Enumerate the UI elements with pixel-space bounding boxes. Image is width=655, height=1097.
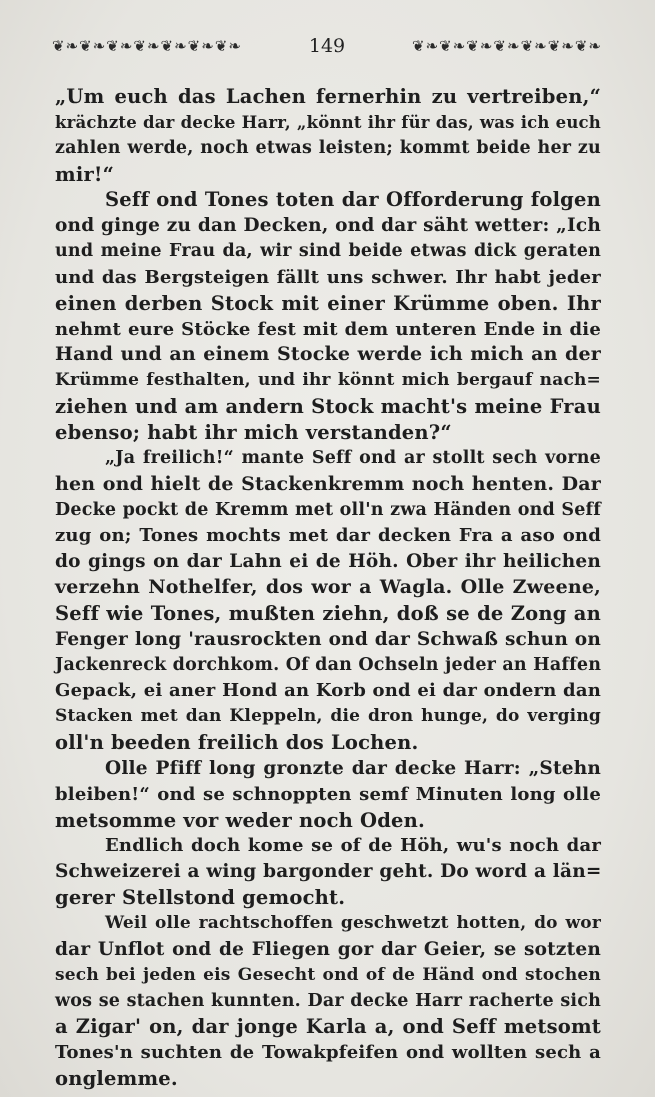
- text-line: Schweizerei a wing bargonder geht. Do word a län=: [55, 861, 602, 883]
- text-line: dar Unflot ond de Fliegen gor dar Geier, se sotzten: [55, 938, 601, 960]
- text-line: Jackenreck dorchkom. Of dan Ochseln jeder an Haffen: [55, 654, 602, 675]
- text-line: gerer Stellstond gemocht.: [55, 886, 346, 910]
- text-line: zug on; Tones mochts met dar decken Fra a aso ond: [55, 525, 601, 547]
- text-line: Endlich doch kome se of de Höh, wu's noch dar: [105, 835, 601, 857]
- text-line: und das Bergsteigen fällt uns schwer. Ihr habt jeder: [55, 266, 601, 288]
- page-header: [52, 34, 602, 58]
- text-line: „Ja freilich!“ mante Seff ond ar stollt sech vorne: [105, 447, 601, 468]
- text-line: metsomme vor weder noch Oden.: [55, 808, 426, 832]
- text-line: „Um euch das Lachen fernerhin zu vertreiben,“: [55, 85, 601, 108]
- text-line: nehmt eure Stöcke fest mit dem unteren Ende in die: [55, 318, 601, 340]
- text-line: Gepack, ei aner Hond an Korb ond ei dar ondern dan: [55, 680, 601, 702]
- text-line: Hand und an einem Stocke werde ich mich an der: [55, 343, 601, 366]
- text-line: ond ginge zu dan Decken, ond dar säht wetter: „Ich: [55, 215, 601, 237]
- text-line: ziehen und am andern Stock macht's meine Frau: [55, 395, 601, 419]
- text-line: zahlen werde, noch etwas leisten; kommt beide her zu: [55, 137, 601, 158]
- text-line: wos se stachen kunnten. Dar decke Harr racherte sich: [55, 990, 601, 1011]
- text-line: Tones'n suchten de Towakpfeifen ond wollten sech a: [55, 1042, 601, 1064]
- text-line: sech bei jeden eis Gesecht ond of de Händ ond stochen: [55, 964, 601, 985]
- text-line: Krümme festhalten, und ihr könnt mich bergauf nach=: [55, 370, 601, 391]
- text-line: und meine Frau da, wir sind beide etwas dick geraten: [55, 241, 601, 262]
- text-line: Seff ond Tones toten dar Offorderung folgen: [105, 188, 601, 212]
- text-line: Seff wie Tones, mußten ziehn, doß se de Zong an: [55, 601, 601, 625]
- text-line: Weil olle rachtschoffen geschwetzt hotten, do wor: [105, 913, 601, 933]
- text-line: bleiben!“ ond se schnoppten semf Minuten long olle: [55, 783, 601, 805]
- page-number: 149: [308, 35, 346, 57]
- text-line: mir!“: [55, 162, 115, 186]
- text-line: Decke pockt de Kremm met oll'n zwa Händen ond Seff: [55, 499, 601, 520]
- text-line: krächzte dar decke Harr, „könnt ihr für das, was ich euch: [55, 112, 601, 132]
- text-line: Olle Pfiff long gronzte dar decke Harr: „Stehn: [105, 757, 601, 779]
- text-line: a Zigar' on, dar jonge Karla a, ond Seff metsomt: [55, 1015, 601, 1039]
- text-line: Fenger long 'rausrockten ond dar Schwaß schun on: [55, 628, 601, 650]
- text-line: Stacken met dan Kleppeln, die dron hunge, do verging: [55, 706, 601, 727]
- header-ornament-right: ❦❧❦❧❦❧❦❧❦❧❦❧❦❧: [412, 37, 602, 55]
- text-line: oll'n beeden freilich dos Lochen.: [55, 731, 419, 755]
- text-line: onglemme.: [55, 1067, 178, 1091]
- text-line: verzehn Nothelfer, dos wor a Wagla. Olle Zweene,: [55, 576, 601, 599]
- header-ornament-left: ❦❧❦❧❦❧❦❧❦❧❦❧❦❧: [52, 37, 242, 55]
- text-line: do gings on dar Lahn ei de Höh. Ober ihr heilichen: [55, 551, 601, 573]
- text-line: hen ond hielt de Stackenkremm noch henten. Dar: [55, 472, 601, 495]
- body-text: [55, 84, 601, 1092]
- text-line: ebenso; habt ihr mich verstanden?“: [55, 420, 452, 444]
- text-line: einen derben Stock mit einer Krümme oben. Ihr: [55, 291, 601, 315]
